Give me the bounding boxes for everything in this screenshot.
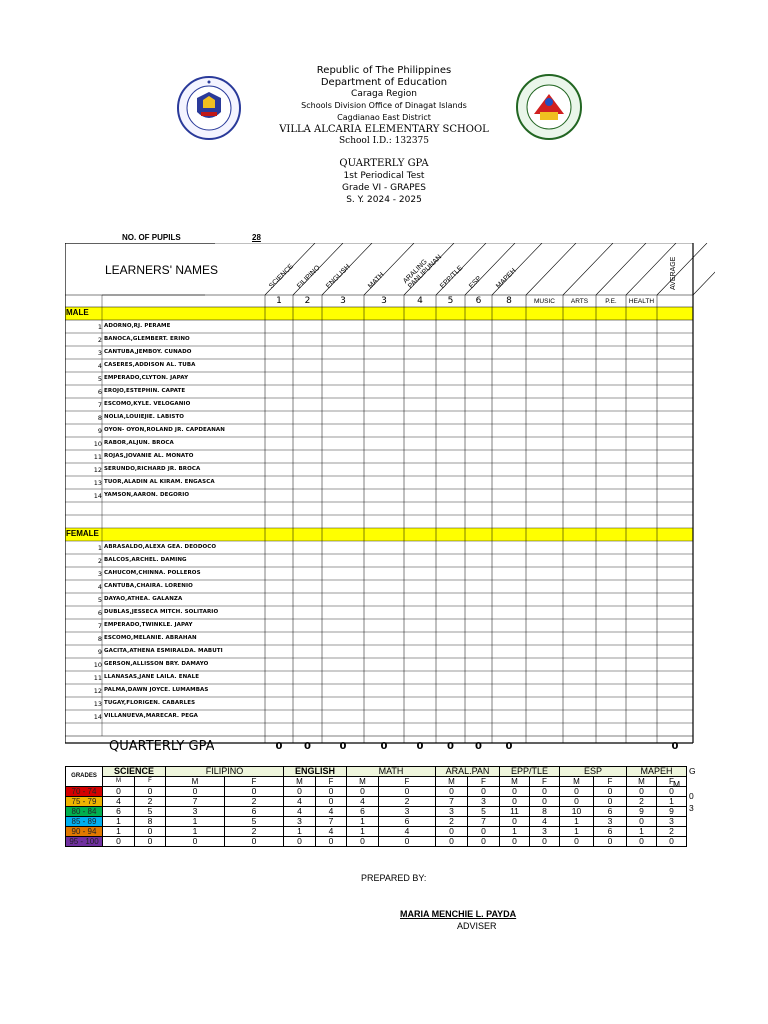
summary-count: 3	[594, 817, 627, 827]
grade-distribution-table	[65, 766, 687, 847]
summary-count: 0	[530, 787, 560, 797]
male-row-number: 12	[93, 466, 102, 474]
summary-count: 6	[379, 817, 436, 827]
female-learner-name: PALMA,DAWN JOYCE. LUMAMBAS	[104, 687, 209, 693]
gpa-value-3: 0	[380, 741, 388, 752]
summary-count: 0	[627, 787, 657, 797]
summary-count: 0	[560, 797, 594, 807]
female-row-number: 1	[97, 544, 102, 552]
subject-header-3: MATH	[367, 271, 386, 290]
test-label: 1st Periodical Test	[343, 171, 425, 181]
summary-count: 0	[436, 837, 468, 847]
male-col-header: M	[284, 777, 316, 787]
summary-count: 7	[436, 797, 468, 807]
female-row-number: 9	[97, 648, 102, 656]
female-learner-name: LLANASAS,JANE LAILA. ENALE	[104, 674, 200, 680]
male-row-number: 5	[97, 375, 102, 383]
female-col-header: F	[468, 777, 500, 787]
summary-count: 0	[347, 787, 379, 797]
summary-subject-4: ARAL.PAN	[436, 767, 500, 777]
male-row-number: 2	[97, 336, 102, 344]
summary-count: 1	[166, 827, 225, 837]
gpa-value-7: 0	[505, 741, 513, 752]
column-number-2: 3	[340, 296, 346, 306]
subject-header-1: FILIPINO	[296, 264, 322, 290]
mapeh-part-3: HEALTH	[628, 298, 655, 305]
summary-count: 0	[347, 837, 379, 847]
female-col-header: F	[225, 777, 284, 787]
gpa-value-0: 0	[275, 741, 283, 752]
summary-count: 7	[468, 817, 500, 827]
male-learner-name: OYON- OYON,ROLAND JR. CAPDEANAN	[104, 427, 225, 433]
column-number-3: 3	[381, 296, 387, 306]
summary-count: 0	[135, 837, 166, 847]
header-line-region: Caraga Region	[351, 89, 417, 99]
female-row-number: 8	[97, 635, 102, 643]
summary-count: 0	[657, 787, 687, 797]
school-id: School I.D.: 132375	[339, 136, 429, 146]
summary-count: 0	[316, 837, 347, 847]
summary-count: 0	[436, 827, 468, 837]
gpa-value-2: 0	[339, 741, 347, 752]
summary-count: 1	[560, 817, 594, 827]
female-section-label: FEMALE	[66, 529, 99, 538]
summary-count: 3	[530, 827, 560, 837]
summary-count: 0	[379, 837, 436, 847]
page-title: QUARTERLY GPA	[339, 158, 429, 169]
learners-names-header: LEARNERS' NAMES	[105, 263, 218, 277]
male-col-header: M	[627, 777, 657, 787]
male-row-number: 13	[93, 479, 102, 487]
male-section-label: MALE	[66, 308, 89, 317]
male-learner-name: ADORNO,RJ. PERAME	[104, 323, 171, 329]
summary-count: 7	[316, 817, 347, 827]
header-line-deped: Department of Education	[320, 77, 448, 88]
summary-count: 1	[103, 827, 135, 837]
male-row-number: 3	[97, 349, 102, 357]
summary-subject-2: ENGLISH	[284, 767, 347, 777]
summary-count: 0	[135, 787, 166, 797]
school-name: VILLA ALCARIA ELEMENTARY SCHOOL	[279, 124, 489, 135]
summary-count: 3	[657, 817, 687, 827]
female-col-header: F	[594, 777, 627, 787]
female-col-header: F	[530, 777, 560, 787]
summary-count: 0	[500, 797, 530, 807]
header-line-republic: Republic of The Philippines	[316, 65, 452, 76]
summary-count: 0	[166, 787, 225, 797]
quarterly-gpa-label: QUARTERLY GPA	[109, 739, 215, 754]
gpa-value-5: 0	[447, 741, 454, 752]
male-col-header: M	[560, 777, 594, 787]
subject-header-5: EPP/TLE	[439, 264, 465, 290]
header-line-division: Schools Division Office of Dinagat Islands	[301, 101, 467, 110]
female-col-header: F	[135, 777, 166, 787]
summary-count: 1	[103, 817, 135, 827]
female-row-number: 5	[97, 596, 102, 604]
adviser-label: ADVISER	[457, 921, 497, 931]
male-learner-name: ROJAS,JOVANIE AL. MONATO	[104, 453, 194, 459]
female-learner-name: GACITA,ATHENA ESMIRALDA. MABUTI	[104, 648, 223, 654]
female-learner-name: ABRASALDO,ALEXA GEA. DEODOCO	[104, 544, 217, 550]
summary-count: 4	[379, 827, 436, 837]
summary-count: 1	[560, 827, 594, 837]
male-learner-name: EROJO,ESTEPHIN. CAPATE	[104, 388, 186, 394]
summary-count: 0	[468, 827, 500, 837]
male-row-number: 6	[97, 388, 102, 396]
grade-range-1: 75 - 79	[66, 797, 103, 807]
summary-count: 0	[468, 837, 500, 847]
grade-range-2: 80 - 84	[66, 807, 103, 817]
pupils-label: NO. OF PUPILS	[122, 233, 181, 242]
summary-count: 3	[436, 807, 468, 817]
summary-count: 3	[284, 817, 316, 827]
grades-table	[65, 243, 693, 754]
summary-subject-1: FILIPINO	[166, 767, 284, 777]
gpa-value-1: 0	[304, 741, 311, 752]
subject-header-7: MAPEH	[495, 267, 518, 290]
summary-count: 0	[530, 797, 560, 807]
summary-count: 2	[135, 797, 166, 807]
female-row-number: 11	[93, 674, 102, 682]
grade-range-0: 70 - 74	[66, 787, 103, 797]
female-learner-name: CANTUBA,CHAIRA. LORENIO	[104, 583, 193, 589]
header-line-district: Cagdianao East District	[337, 113, 431, 122]
summary-count: 9	[657, 807, 687, 817]
summary-count: 11	[500, 807, 530, 817]
summary-count: 1	[166, 817, 225, 827]
female-learner-name: DAYAO,ATHEA. GALANZA	[104, 596, 183, 602]
column-number-5: 5	[447, 296, 454, 306]
summary-count: 0	[135, 827, 166, 837]
gpa-value-6: 0	[475, 741, 482, 752]
grades-header: GRADES	[66, 767, 103, 787]
mapeh-part-2: P.E.	[605, 298, 617, 305]
female-learner-name: GERSON,ALLISSON BRY. DAMAYO	[104, 661, 209, 667]
summary-count: 3	[166, 807, 225, 817]
summary-subject-6: ESP	[560, 767, 627, 777]
grade-label: Grade VI - GRAPES	[342, 183, 426, 193]
male-row-number: 14	[93, 492, 102, 500]
female-row-number: 2	[97, 557, 102, 565]
female-col-header: F	[379, 777, 436, 787]
summary-count: 0	[500, 837, 530, 847]
summary-count: 1	[347, 817, 379, 827]
summary-count: 5	[468, 807, 500, 817]
column-number-0: 1	[276, 296, 282, 306]
average-header: AVERAGE	[670, 256, 677, 290]
extra-value-2: 3	[689, 803, 694, 813]
summary-count: 0	[594, 797, 627, 807]
summary-count: 0	[594, 787, 627, 797]
summary-count: 0	[316, 797, 347, 807]
summary-count: 0	[316, 787, 347, 797]
summary-count: 0	[103, 787, 135, 797]
summary-count: 0	[627, 817, 657, 827]
female-row-number: 7	[97, 622, 102, 630]
female-col-header: F	[316, 777, 347, 787]
summary-count: 6	[225, 807, 284, 817]
summary-count: 1	[657, 797, 687, 807]
summary-count: 7	[166, 797, 225, 807]
summary-count: 2	[627, 797, 657, 807]
summary-count: 4	[284, 807, 316, 817]
grade-range-4: 90 - 94	[66, 827, 103, 837]
summary-count: 8	[530, 807, 560, 817]
male-learner-name: ESCOMO,KYLE. VELOGANIO	[104, 401, 191, 407]
summary-count: 1	[284, 827, 316, 837]
summary-count: 2	[225, 797, 284, 807]
summary-count: 0	[627, 837, 657, 847]
summary-count: 10	[560, 807, 594, 817]
summary-count: 0	[284, 787, 316, 797]
female-learner-name: BALCOS,ARCHEL. DAMING	[104, 557, 187, 563]
summary-count: 2	[379, 797, 436, 807]
male-col-header: M	[500, 777, 530, 787]
summary-count: 0	[103, 837, 135, 847]
summary-count: 0	[225, 787, 284, 797]
summary-count: 0	[530, 837, 560, 847]
summary-count: 9	[627, 807, 657, 817]
column-number-6: 6	[475, 296, 482, 306]
female-row-number: 12	[93, 687, 102, 695]
male-row-number: 8	[97, 414, 102, 422]
female-row-number: 10	[93, 661, 102, 669]
summary-count: 5	[225, 817, 284, 827]
subject-header-4: ARALING PANLIPUNAN	[402, 253, 444, 290]
subject-header-2: ENGLISH	[325, 263, 352, 290]
subject-header-0: SCIENCE	[268, 263, 296, 290]
female-col-header: F	[657, 777, 687, 787]
summary-count: 6	[103, 807, 135, 817]
grade-range-3: 85 - 89	[66, 817, 103, 827]
extra-m-label: M	[673, 779, 681, 789]
extra-g-label: G	[689, 766, 696, 776]
male-learner-name: CASERES,ADDISON AL. TUBA	[104, 362, 196, 368]
summary-count: 0	[225, 837, 284, 847]
school-year: S. Y. 2024 - 2025	[346, 195, 422, 205]
mapeh-part-0: MUSIC	[534, 298, 555, 305]
subject-header-6: ESP	[468, 275, 483, 290]
summary-count: 0	[166, 837, 225, 847]
summary-subject-7: MAPEH	[627, 767, 687, 777]
summary-count: 3	[468, 797, 500, 807]
male-row-number: 4	[97, 362, 102, 370]
summary-subject-3: MATH	[347, 767, 436, 777]
male-learner-name: CANTUBA,JEMBOY. CUNADO	[104, 349, 192, 355]
male-col-header: M	[166, 777, 225, 787]
grade-range-5: 95 - 100	[66, 837, 103, 847]
male-learner-name: YAMSON,AARON. DEGORIO	[104, 492, 190, 498]
summary-count: 4	[284, 797, 316, 807]
summary-count: 1	[500, 827, 530, 837]
summary-subject-5: EPP/TLE	[500, 767, 560, 777]
column-number-4: 4	[417, 296, 423, 306]
male-row-number: 11	[93, 453, 102, 461]
male-learner-name: NOLIA,LOUIEJIE. LABISTO	[104, 414, 185, 420]
summary-count: 5	[135, 807, 166, 817]
female-learner-name: VILLANUEVA,MARECAR. PEGA	[104, 713, 199, 719]
summary-count: 2	[225, 827, 284, 837]
female-row-number: 4	[97, 583, 102, 591]
female-row-number: 13	[93, 700, 102, 708]
summary-subject-0: SCIENCE	[103, 767, 166, 777]
summary-count: 0	[560, 787, 594, 797]
female-learner-name: CAHUCOM,CHINNA. POLLEROS	[104, 570, 201, 576]
female-learner-name: DUBLAS,JESSECA MITCH. SOLITARIO	[104, 609, 219, 615]
male-col-header: M	[103, 777, 135, 787]
male-learner-name: RABOR,ALJUN. BROCA	[104, 440, 174, 446]
summary-count: 1	[627, 827, 657, 837]
summary-count: 6	[347, 807, 379, 817]
adviser-name: MARIA MENCHIE L. PAYDA	[400, 909, 517, 919]
summary-count: 0	[657, 837, 687, 847]
summary-count: 4	[316, 827, 347, 837]
male-learner-name: BANOCA,GLEMBERT. ERINO	[104, 336, 190, 342]
summary-count: 0	[468, 787, 500, 797]
summary-count: 0	[560, 837, 594, 847]
female-row-number: 3	[97, 570, 102, 578]
summary-count: 0	[379, 787, 436, 797]
male-col-header: M	[347, 777, 379, 787]
female-learner-name: EMPERADO,TWINKLE. JAPAY	[104, 622, 193, 628]
summary-count: 1	[347, 827, 379, 837]
pupils-count: 28	[252, 233, 261, 242]
male-learner-name: EMPERADO,CLYTON. JAPAY	[104, 375, 189, 381]
male-row-number: 7	[97, 401, 102, 409]
summary-count: 4	[103, 797, 135, 807]
male-row-number: 9	[97, 427, 102, 435]
gpa-value-4: 0	[416, 741, 424, 752]
summary-count: 0	[436, 787, 468, 797]
summary-count: 0	[500, 787, 530, 797]
column-number-7: 8	[506, 296, 512, 306]
male-row-number: 10	[93, 440, 102, 448]
prepared-by-label: PREPARED BY:	[361, 873, 427, 883]
male-row-number: 1	[97, 323, 102, 331]
male-learner-name: SERUNDO,RICHARD JR. BROCA	[104, 466, 201, 472]
extra-value-1: 0	[689, 791, 694, 801]
female-row-number: 6	[97, 609, 102, 617]
summary-count: 0	[500, 817, 530, 827]
female-row-number: 14	[93, 713, 102, 721]
summary-count: 2	[436, 817, 468, 827]
summary-count: 6	[594, 827, 627, 837]
summary-count: 4	[347, 797, 379, 807]
male-col-header: M	[436, 777, 468, 787]
female-learner-name: TUGAY,FLORIGEN. CABARLES	[104, 700, 196, 706]
mapeh-part-1: ARTS	[570, 298, 589, 305]
summary-count: 0	[284, 837, 316, 847]
gpa-average-value: 0	[671, 741, 679, 752]
summary-count: 6	[594, 807, 627, 817]
summary-count: 8	[135, 817, 166, 827]
summary-count: 4	[530, 817, 560, 827]
summary-count: 3	[379, 807, 436, 817]
female-learner-name: ESCOMO,MELANIE. ABRAHAN	[104, 635, 197, 641]
summary-count: 0	[594, 837, 627, 847]
summary-count: 4	[316, 807, 347, 817]
male-learner-name: TUOR,ALADIN AL KIRAM. ENGASCA	[104, 479, 215, 485]
summary-count: 2	[657, 827, 687, 837]
column-number-1: 2	[304, 296, 311, 306]
